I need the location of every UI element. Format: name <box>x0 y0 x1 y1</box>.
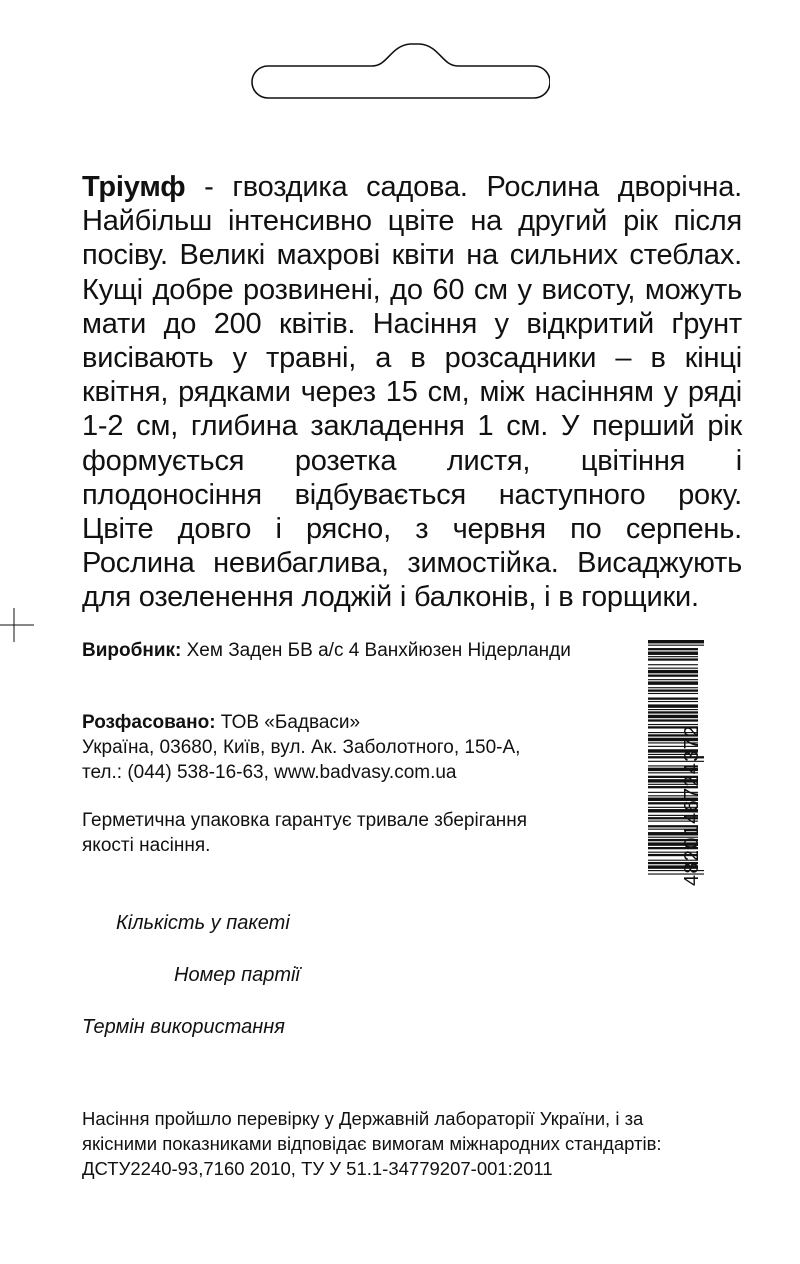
expiry-field: Термін використання <box>82 1016 285 1038</box>
certification-line-2: якісними показниками відповідає вимогам міжнародних стандартів: <box>82 1133 662 1154</box>
batch-field: Номер партії <box>174 964 300 986</box>
packer-value: ТОВ «Бадваси» <box>215 712 361 733</box>
description-text: - гвоздика садова. Рослина дворічна. Найбільш інтенсивно цвіте на другий рік після посіву. Великі махрові квіти на сильних стеблах. Кущі добре розвинені, до 60 см у висоту, можуть мати до 200 квітів. Насіння у відкритий ґрунт висівають у травні, а в розсадники – в кінці квітня, рядками через 15 см, між насінням у ряді 1-2 см, глибина закладення 1 см. У перший рік формується розетка листя, цвітіння і плодоносіння відбувається наступного року. Цвіте довго і рясно, з червня по серпень. Рослина невибаглива, зимостійка. Висаджують для озеленення лоджій і балконів, і в горщики. <box>82 171 742 614</box>
registration-mark <box>0 608 34 642</box>
quantity-field: Кількість у пакеті <box>116 912 290 934</box>
packer-label: Розфасовано: <box>82 712 216 733</box>
certification-note <box>82 1106 752 1181</box>
packer-info <box>82 710 642 785</box>
producer-label: Виробник: <box>82 640 182 661</box>
hanger-cutout-outline <box>250 40 550 104</box>
packer-address: Україна, 03680, Київ, вул. Ак. Заболотного, 150-А, <box>82 737 521 758</box>
certification-line-3: ДСТУ2240-93,7160 2010, ТУ У 51.1-34779207-001:2011 <box>82 1158 553 1179</box>
product-name: Тріумф <box>82 171 186 203</box>
packer-contacts: тел.: (044) 538-16-63, www.badvasy.com.ua <box>82 762 457 783</box>
producer-info <box>82 638 642 663</box>
barcode-bar <box>648 640 704 643</box>
producer-value: Хем Заден БВ а/с 4 Ванхйюзен Нідерланди <box>181 640 571 661</box>
barcode-digits: 4820146724372 <box>681 724 703 886</box>
certification-line-1: Насіння пройшло перевірку у Державній лабораторії України, і за <box>82 1108 644 1129</box>
product-description <box>82 170 742 615</box>
sealed-note: Герметична упаковка гарантує тривале зберігання якості насіння. <box>82 810 528 856</box>
